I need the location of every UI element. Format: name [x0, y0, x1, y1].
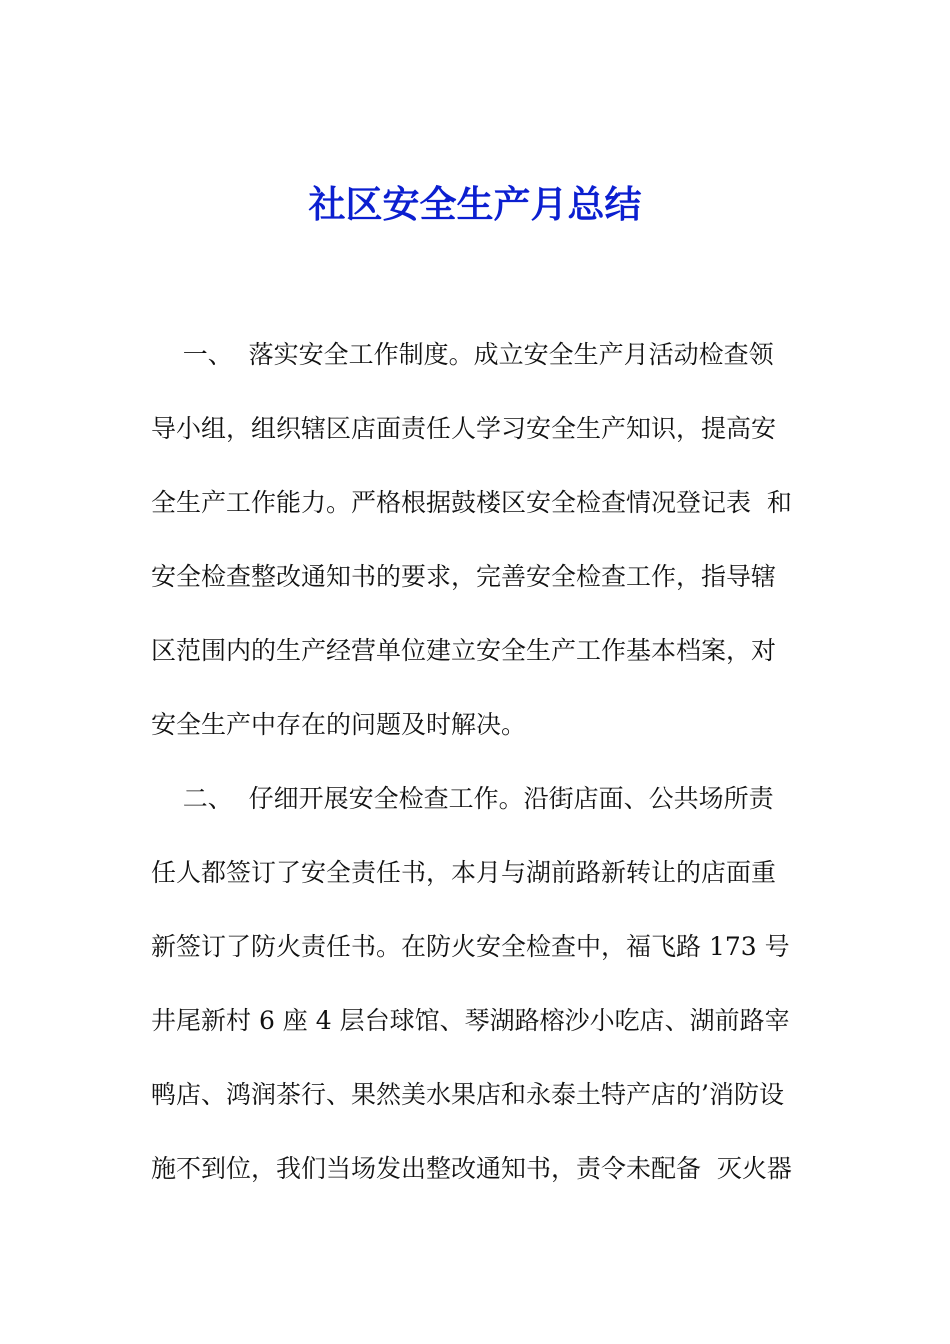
paragraph-line: 新签订了防火责任书。在防火安全检查中，福飞路 173 号 — [151, 932, 790, 961]
paragraph-line: 鸭店、鸿润茶行、果然美水果店和永泰土特产店的’消防设 — [151, 1080, 784, 1109]
paragraph-line: 安全检查整改通知书的要求，完善安全检查工作，指导辖 — [151, 562, 777, 591]
paragraph-line: 二、 仔细开展安全检查工作。沿街店面、公共场所责 — [151, 784, 774, 813]
document-title: 社区安全生产月总结 — [308, 182, 642, 226]
paragraph-line: 区范围内的生产经营单位建立安全生产工作基本档案，对 — [151, 636, 777, 665]
paragraph-line: 全生产工作能力。严格根据鼓楼区安全检查情况登记表 和 — [151, 488, 792, 517]
paragraph-line: 施不到位，我们当场发出整改通知书，责令未配备 灭火器 — [151, 1154, 792, 1183]
paragraph-line: 一、 落实安全工作制度。成立安全生产月活动检查领 — [151, 340, 774, 369]
paragraph-line: 安全生产中存在的问题及时解决。 — [151, 710, 527, 739]
document-body — [151, 326, 811, 1214]
paragraph-line: 导小组，组织辖区店面责任人学习安全生产知识，提高安 — [151, 414, 777, 443]
paragraph-line: 井尾新村 6 座 4 层台球馆、琴湖路榕沙小吃店、湖前路宰 — [151, 1006, 790, 1035]
paragraph-line: 任人都签订了安全责任书，本月与湖前路新转让的店面重 — [151, 858, 777, 887]
